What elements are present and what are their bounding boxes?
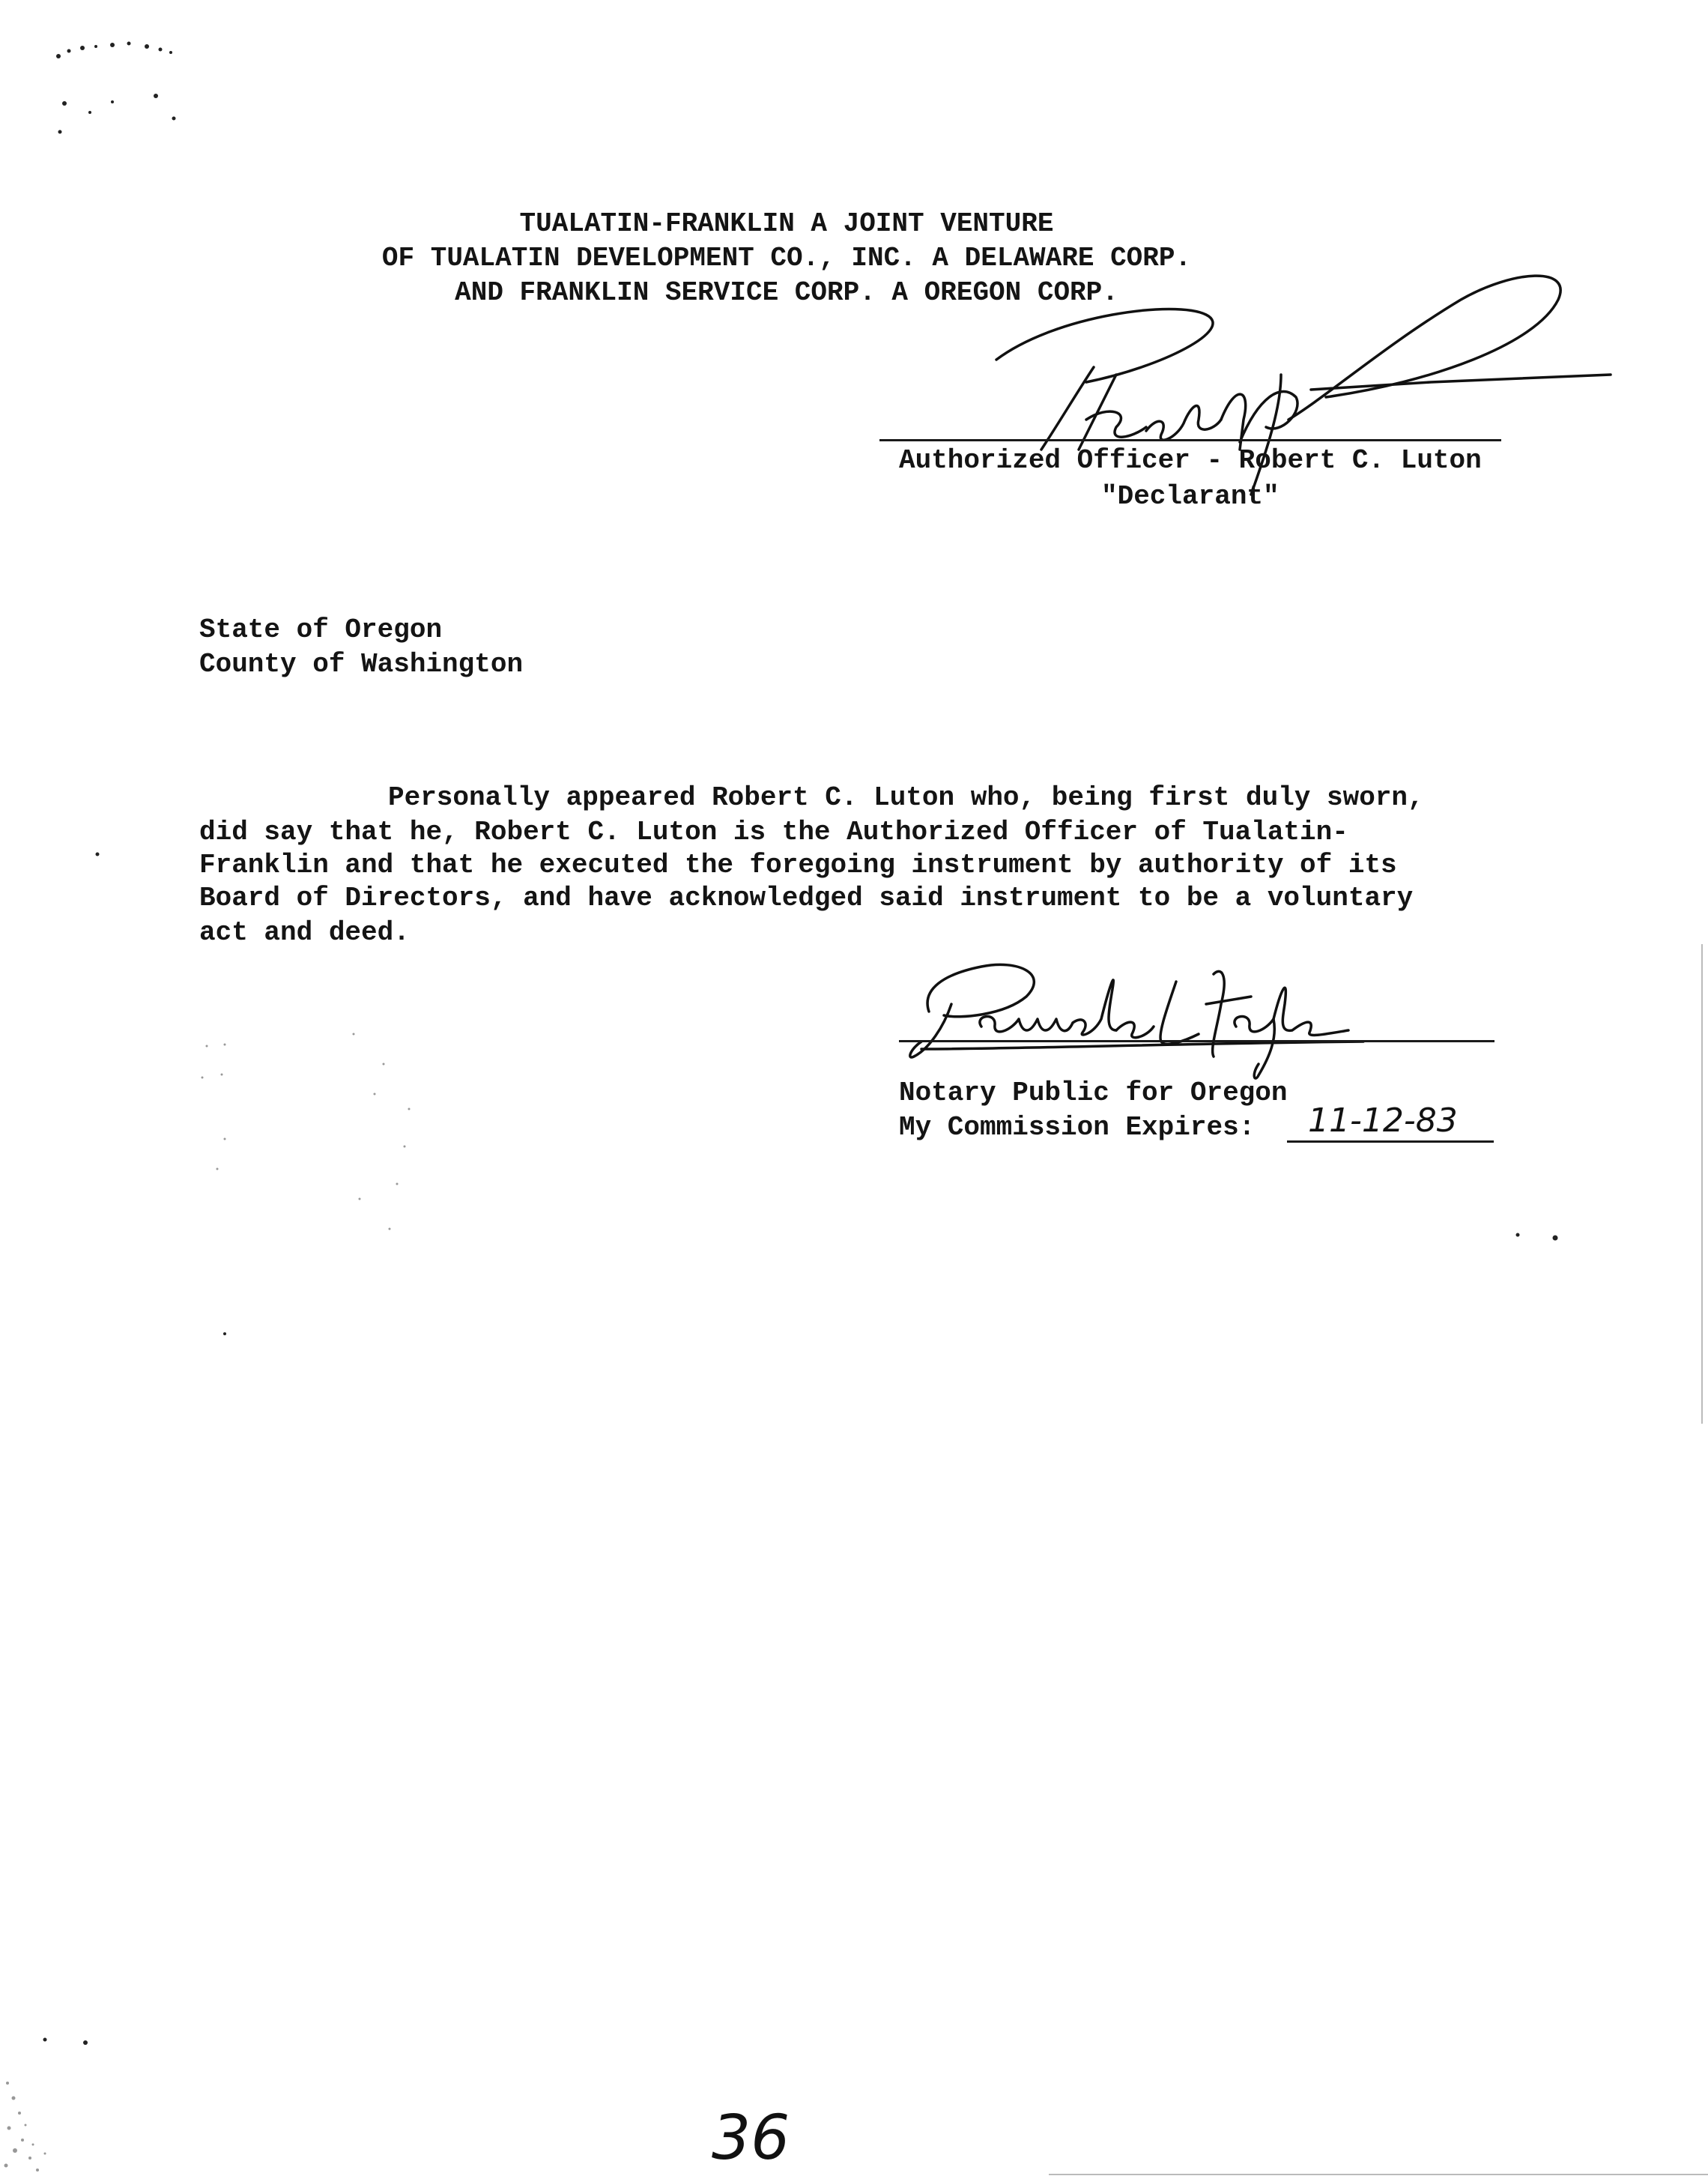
heading-line-3: AND FRANKLIN SERVICE CORP. A OREGON CORP.	[455, 277, 1118, 308]
venue-state: State of Oregon	[199, 614, 443, 645]
heading-line-2: OF TUALATIN DEVELOPMENT CO., INC. A DELAWARE CORP.	[381, 243, 1192, 273]
notary-title: Notary Public for Oregon	[899, 1078, 1288, 1108]
declarant-signature-line	[879, 439, 1501, 441]
acknowledgment-line: Board of Directors, and have acknowledged said instrument to be a voluntary	[199, 883, 1414, 913]
notary-signature	[899, 944, 1363, 1087]
declarant-role: "Declarant"	[1101, 481, 1280, 512]
venue-county: County of Washington	[199, 649, 524, 680]
heading-line-1: TUALATIN-FRANKLIN A JOINT VENTURE	[519, 208, 1054, 239]
acknowledgment-line: act and deed.	[199, 917, 410, 948]
acknowledgment-line: did say that he, Robert C. Luton is the Authorized Officer of Tualatin-	[199, 817, 1348, 847]
page-number: 36	[712, 2103, 790, 2174]
notary-signature-line	[899, 1040, 1494, 1042]
commission-label: My Commission Expires:	[899, 1112, 1256, 1143]
acknowledgment-line: Personally appeared Robert C. Luton who, being first duly sworn,	[388, 782, 1424, 813]
declarant-title: Authorized Officer - Robert C. Luton	[899, 445, 1482, 476]
commission-date: 11-12-83	[1308, 1101, 1458, 1140]
acknowledgment-line: Franklin and that he executed the foregoing instrument by authority of its	[199, 850, 1397, 880]
commission-date-line	[1287, 1140, 1494, 1143]
